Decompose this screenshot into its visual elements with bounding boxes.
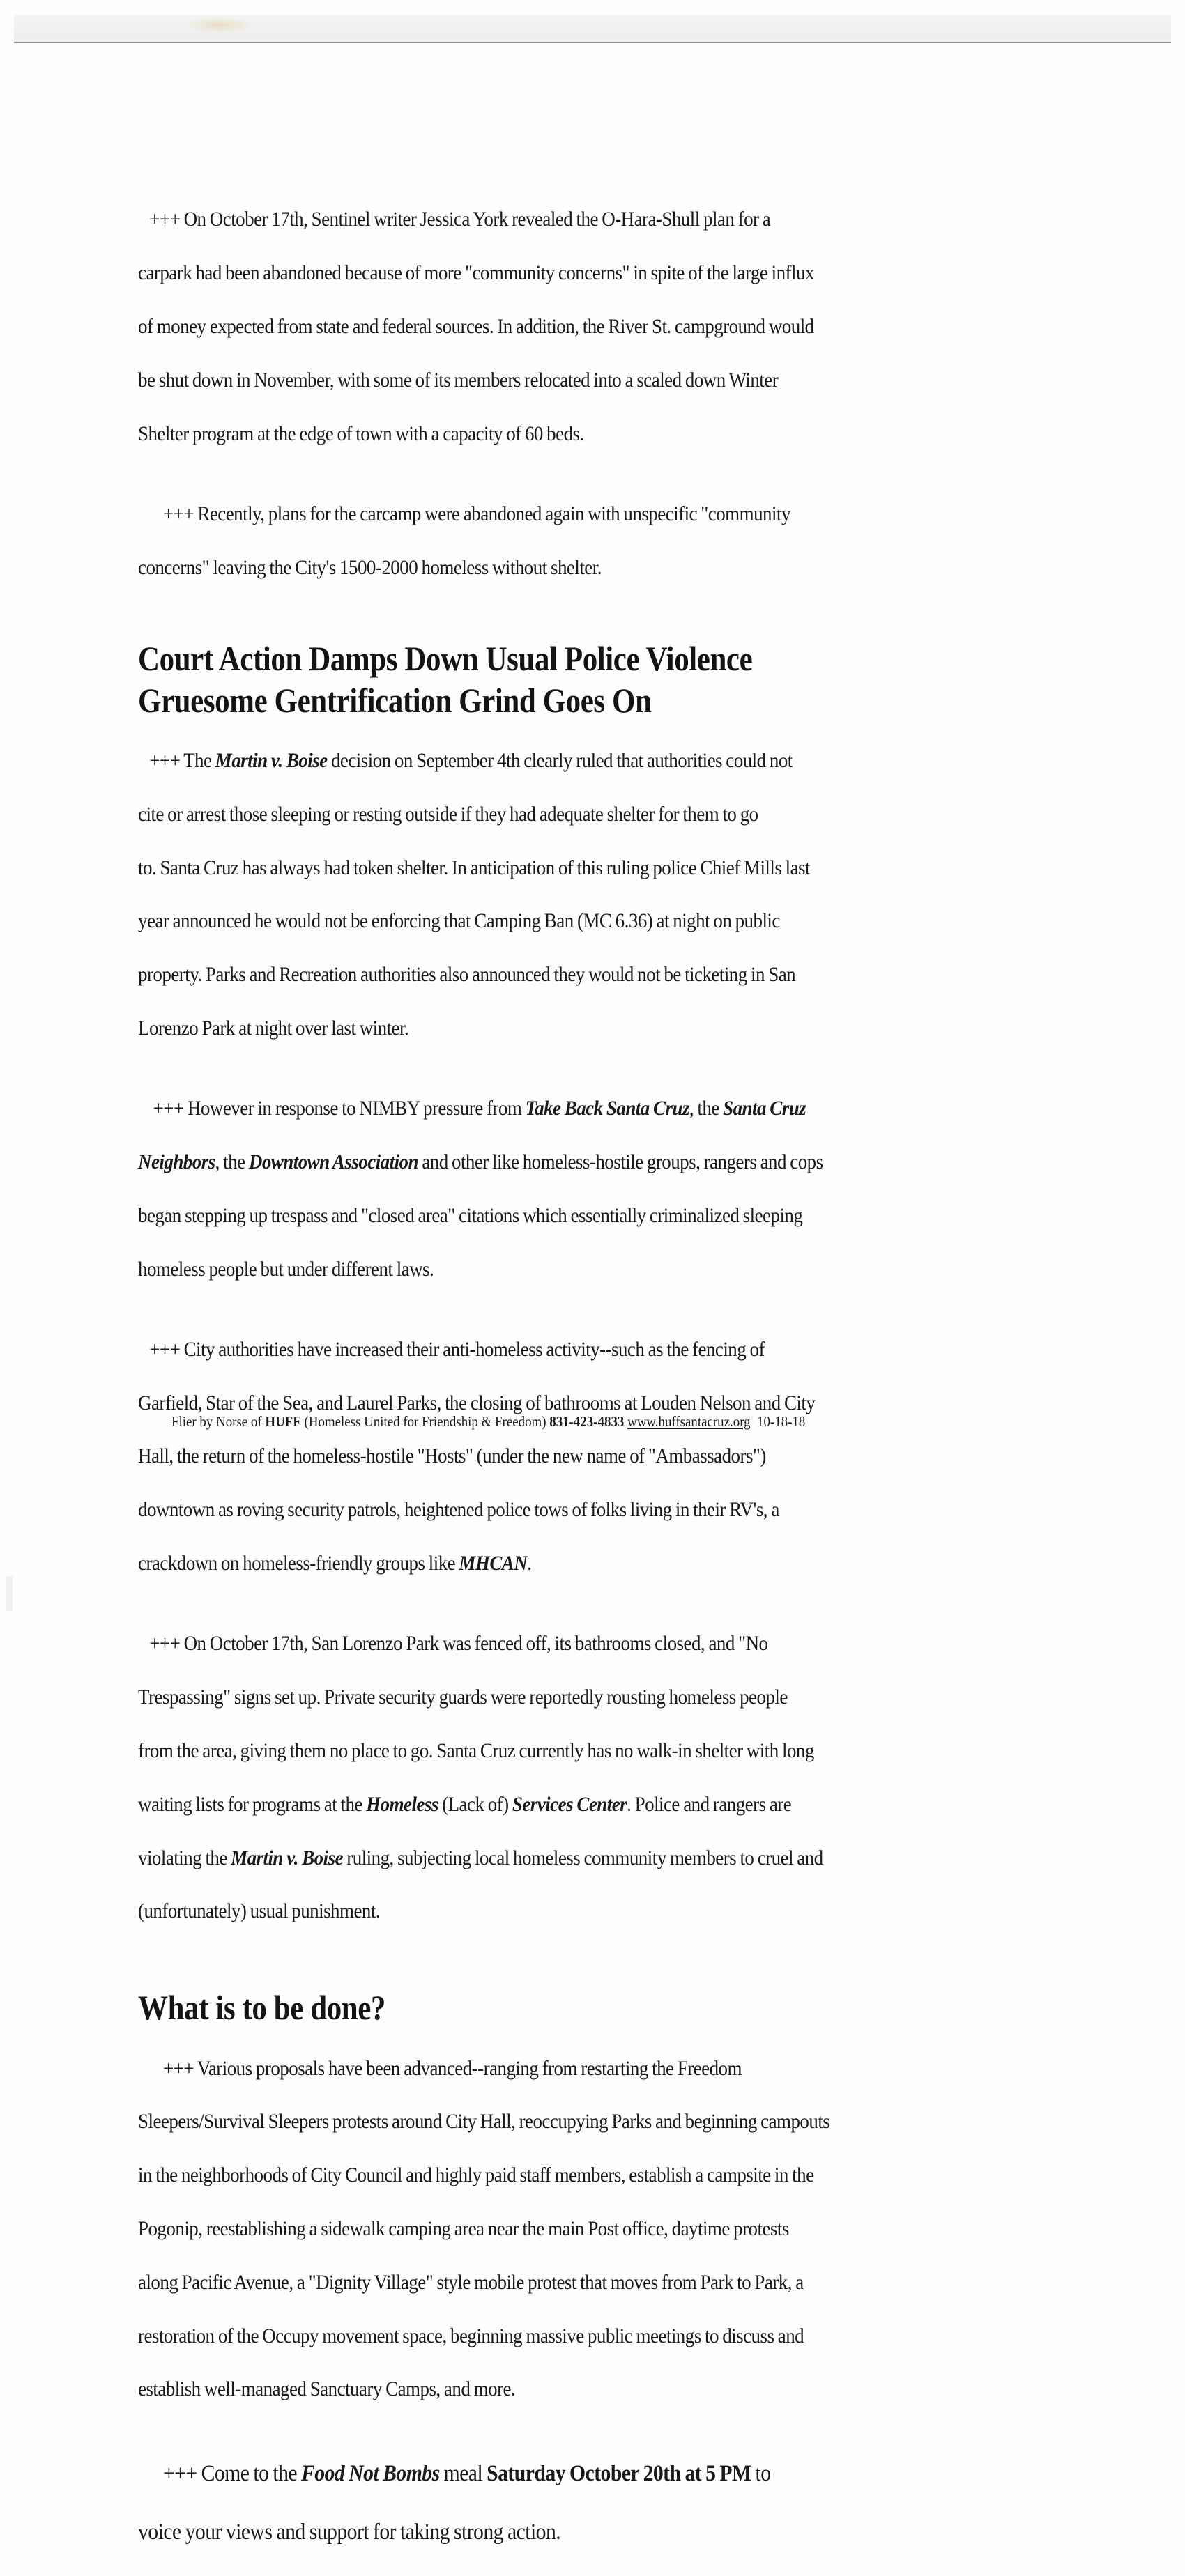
text-line bbox=[138, 1149, 960, 1175]
section1-paragraph-3 bbox=[138, 1309, 1051, 1603]
section2-paragraph-1 bbox=[138, 2028, 1051, 2430]
text-run: , the bbox=[215, 1150, 249, 1173]
paper-stain bbox=[185, 17, 254, 33]
text-line: Pogonip, reestablishing a sidewalk camping area near the main Post office, daytime protests bbox=[138, 2217, 789, 2241]
text-line: downtown as roving security patrols, heightened police tows of folks living in their RV's, a bbox=[138, 1498, 779, 1522]
text-run: . Police and rangers are bbox=[627, 1792, 792, 1816]
text-line bbox=[138, 748, 960, 774]
section1-paragraph-4 bbox=[138, 1604, 1051, 1952]
text-line: Garfield, Star of the Sea, and Laurel Parks, the closing of bathrooms at Louden Nelson and City bbox=[138, 1391, 816, 1414]
text-line: to. Santa Cruz has always had token shelter. In anticipation of this ruling police Chief Mills last bbox=[138, 856, 810, 879]
section1-paragraph-2 bbox=[138, 1069, 1051, 1310]
text-run: meal bbox=[439, 2461, 487, 2487]
phone-number: 831-423-4833 bbox=[549, 1413, 625, 1430]
website-link[interactable]: www.huffsantacruz.org bbox=[627, 1413, 751, 1430]
scan-bottom-edge bbox=[6, 1576, 13, 1611]
text-run: ruling, subjecting local homeless community members to cruel and bbox=[342, 1846, 823, 1869]
text-line: +++ Various proposals have been advanced--ranging from restarting the Freedom bbox=[163, 2056, 742, 2080]
text-line: Hall, the return of the homeless-hostile "Hosts" (under the new name of "Ambassadors") bbox=[138, 1444, 766, 1468]
text-line: +++ On October 17th, Sentinel writer Jessica York revealed the O-Hara-Shull plan for a bbox=[149, 208, 771, 231]
text-run: , the bbox=[689, 1097, 724, 1120]
scan-top-edge bbox=[14, 15, 1171, 43]
text-line: establish well-managed Sanctuary Camps, and more. bbox=[138, 2377, 516, 2401]
text-run: and other like homeless-hostile groups, rangers and cops bbox=[418, 1150, 823, 1173]
text-line: (unfortunately) usual punishment. bbox=[138, 1899, 381, 1923]
text-line: be shut down in November, with some of its members relocated into a scaled down Winter bbox=[138, 368, 779, 392]
text-line: Sleepers/Survival Sleepers protests around City Hall, reoccupying Parks and beginning campouts bbox=[138, 2110, 830, 2134]
org-name: Homeless bbox=[366, 1792, 438, 1816]
text-line: +++ City authorities have increased their anti-homeless activity--such as the fencing of bbox=[149, 1337, 765, 1361]
text-run: (Lack of) bbox=[438, 1792, 512, 1816]
footer-text: (Homeless United for Friendship & Freedom) bbox=[300, 1413, 550, 1430]
text-line bbox=[138, 1791, 960, 1818]
text-line: restoration of the Occupy movement space, beginning massive public meetings to discuss and bbox=[138, 2324, 804, 2347]
text-run: to bbox=[751, 2461, 771, 2487]
event-time: Saturday October 20th at 5 PM bbox=[487, 2461, 751, 2487]
text-line: voice your views and support for taking strong action. bbox=[138, 2520, 561, 2545]
org-acronym: HUFF bbox=[265, 1413, 301, 1430]
text-line: +++ Recently, plans for the carcamp were abandoned again with unspecific "community bbox=[163, 502, 790, 525]
text-line: year announced he would not be enforcing that Camping Ban (MC 6.36) at night on public bbox=[138, 909, 780, 933]
text-run: +++ However in response to NIMBY pressure from bbox=[153, 1097, 526, 1120]
call-to-action bbox=[138, 2430, 1051, 2576]
text-line: +++ On October 17th, San Lorenzo Park was fenced off, its bathrooms closed, and "No bbox=[149, 1632, 768, 1656]
text-line: Trespassing" signs set up. Private security guards were reportedly rousting homeless people bbox=[138, 1686, 788, 1709]
event-name: Food Not Bombs bbox=[301, 2461, 440, 2487]
org-name: MHCAN bbox=[459, 1552, 528, 1575]
text-line: along Pacific Avenue, a "Dignity Village" style mobile protest that moves from Park to Park, a bbox=[138, 2270, 804, 2294]
intro-paragraph-2 bbox=[138, 474, 1051, 608]
section1-paragraph-1 bbox=[138, 721, 1051, 1069]
org-name: Services Center bbox=[512, 1792, 627, 1816]
text-line bbox=[138, 1845, 960, 1872]
intro-paragraph-1 bbox=[138, 180, 1051, 474]
text-line: Lorenzo Park at night over last winter. bbox=[138, 1016, 409, 1040]
headline-what-is-to-be-done: What is to be done? bbox=[138, 1988, 385, 2028]
headline-gentrification: Gruesome Gentrification Grind Goes On bbox=[138, 680, 652, 720]
text-run: waiting lists for programs at the bbox=[138, 1792, 367, 1816]
text-run: crackdown on homeless-friendly groups like bbox=[138, 1552, 459, 1575]
text-line: property. Parks and Recreation authorities also announced they would not be ticketing in San bbox=[138, 963, 796, 987]
flier-date: 10-18-18 bbox=[757, 1413, 806, 1430]
text-run: +++ Come to the bbox=[163, 2461, 302, 2487]
text-run: . bbox=[527, 1552, 532, 1575]
headline-court-action: Court Action Damps Down Usual Police Violence bbox=[138, 638, 753, 678]
case-name: Martin v. Boise bbox=[231, 1846, 343, 1869]
flier-footer bbox=[171, 1413, 805, 1430]
text-line bbox=[138, 1095, 960, 1122]
case-name: Martin v. Boise bbox=[215, 748, 328, 772]
text-line: began stepping up trespass and "closed area" citations which essentially criminalized sleeping bbox=[138, 1203, 803, 1227]
org-name: Santa Cruz bbox=[723, 1097, 806, 1120]
org-name: Neighbors bbox=[138, 1150, 215, 1173]
text-line: carpark had been abandoned because of more "community concerns" in spite of the large influx bbox=[138, 261, 814, 285]
flier-page bbox=[138, 180, 1051, 2576]
text-line: cite or arrest those sleeping or resting outside if they had adequate shelter for them to go bbox=[138, 802, 758, 826]
text-line: from the area, giving them no place to go. Santa Cruz currently has no walk-in shelter with long bbox=[138, 1738, 814, 1762]
text-run: +++ The bbox=[149, 748, 215, 772]
text-line: in the neighborhoods of City Council and highly paid staff members, establish a campsite in the bbox=[138, 2164, 814, 2187]
text-line: homeless people but under different laws. bbox=[138, 1257, 434, 1281]
text-line: of money expected from state and federal sources. In addition, the River St. campground would bbox=[138, 315, 814, 339]
text-line: Shelter program at the edge of town with a capacity of 60 beds. bbox=[138, 422, 584, 445]
org-name: Take Back Santa Cruz bbox=[525, 1097, 689, 1120]
text-run: decision on September 4th clearly ruled that authorities could not bbox=[327, 748, 793, 772]
text-run: violating the bbox=[138, 1846, 231, 1869]
text-line bbox=[138, 2459, 960, 2488]
text-line bbox=[138, 1550, 960, 1577]
footer-text: Flier by Norse of bbox=[171, 1413, 266, 1430]
text-line: concerns" leaving the City's 1500-2000 homeless without shelter. bbox=[138, 555, 602, 579]
org-name: Downtown Association bbox=[248, 1150, 418, 1173]
